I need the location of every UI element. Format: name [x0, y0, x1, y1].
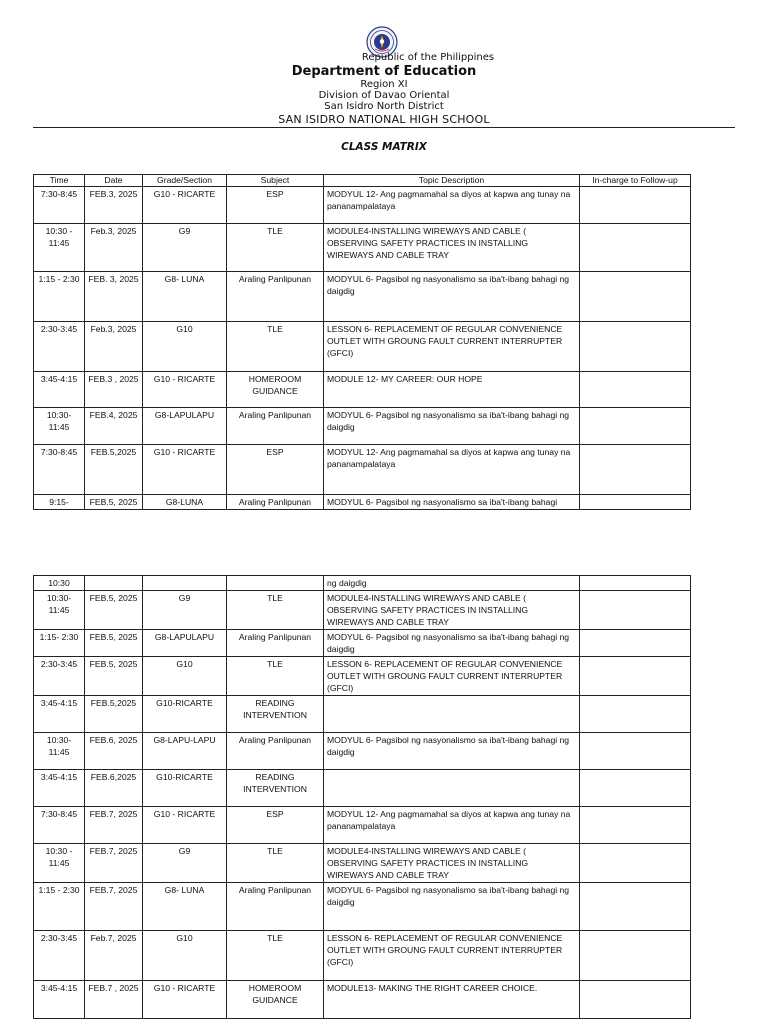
in-charge-cell — [580, 372, 691, 408]
table-body — [34, 187, 691, 510]
subject-cell: READING INTERVENTION — [227, 696, 324, 733]
table-row — [34, 770, 691, 807]
table-row — [34, 883, 691, 931]
topic-cell: MODYUL 12- Ang pagmamahal sa diyos at kapwa ang tunay na pananampalataya — [324, 187, 580, 224]
column-header-grade-section: Grade/Section — [143, 175, 227, 187]
in-charge-cell — [580, 733, 691, 770]
topic-cell: MODULE4-INSTALLING WIREWAYS AND CABLE ( OBSERVING SAFETY PRACTICES IN INSTALLING WIREWAYS AND CABLE TRAY — [324, 591, 580, 630]
grade-section-cell: G10 — [143, 931, 227, 981]
in-charge-cell — [580, 576, 691, 591]
subject-cell: Araling Panlipunan — [227, 495, 324, 510]
time-cell: 10:30- 11:45 — [34, 733, 85, 770]
time-cell: 10:30 — [34, 576, 85, 591]
grade-section-cell: G10 — [143, 657, 227, 696]
table-row — [34, 733, 691, 770]
date-cell: FEB.7, 2025 — [85, 883, 143, 931]
topic-cell: LESSON 6- REPLACEMENT OF REGULAR CONVENIENCE OUTLET WITH GROUNG FAULT CURRENT INTERRUPTER (GFCI) — [324, 322, 580, 372]
date-cell: FEB.5, 2025 — [85, 630, 143, 657]
time-cell: 2:30-3:45 — [34, 931, 85, 981]
topic-cell: MODYUL 6- Pagsibol ng nasyonalismo sa iba't-ibang bahagi ng daigdig — [324, 883, 580, 931]
class-matrix-table — [33, 174, 691, 510]
grade-section-cell: G10 - RICARTE — [143, 187, 227, 224]
grade-section-cell: G10 - RICARTE — [143, 807, 227, 844]
topic-cell: MODULE13- MAKING THE RIGHT CAREER CHOICE. — [324, 981, 580, 1019]
in-charge-cell — [580, 883, 691, 931]
grade-section-cell: G10 - RICARTE — [143, 372, 227, 408]
date-cell: Feb.7, 2025 — [85, 931, 143, 981]
topic-cell: MODULE 12- MY CAREER: OUR HOPE — [324, 372, 580, 408]
table-row — [34, 372, 691, 408]
time-cell: 7:30-8:45 — [34, 445, 85, 495]
column-header-topic: Topic Description — [324, 175, 580, 187]
subject-cell: ESP — [227, 807, 324, 844]
date-cell: FEB.5,2025 — [85, 445, 143, 495]
time-cell: 7:30-8:45 — [34, 807, 85, 844]
subject-cell — [227, 576, 324, 591]
in-charge-cell — [580, 408, 691, 445]
time-cell: 3:45-4:15 — [34, 981, 85, 1019]
subject-cell: HOMEROOM GUIDANCE — [227, 981, 324, 1019]
topic-cell: MODYUL 6- Pagsibol ng nasyonalismo sa iba't-ibang bahagi ng daigdig — [324, 408, 580, 445]
grade-section-cell: G10-RICARTE — [143, 770, 227, 807]
topic-cell: LESSON 6- REPLACEMENT OF REGULAR CONVENIENCE OUTLET WITH GROUNG FAULT CURRENT INTERRUPTER (GFCI) — [324, 931, 580, 981]
subject-cell: TLE — [227, 322, 324, 372]
date-cell: FEB.7 , 2025 — [85, 981, 143, 1019]
table-row — [34, 931, 691, 981]
subject-cell: TLE — [227, 224, 324, 272]
table-header-row — [34, 175, 691, 187]
table-row — [34, 696, 691, 733]
subject-cell: Araling Panlipunan — [227, 272, 324, 322]
table-row — [34, 576, 691, 591]
in-charge-cell — [580, 187, 691, 224]
date-cell: FEB.6, 2025 — [85, 733, 143, 770]
date-cell: FEB.7, 2025 — [85, 807, 143, 844]
grade-section-cell: G8-LAPU-LAPU — [143, 733, 227, 770]
time-cell: 2:30-3:45 — [34, 657, 85, 696]
time-cell: 10:30 - 11:45 — [34, 844, 85, 883]
date-cell: FEB.5, 2025 — [85, 591, 143, 630]
in-charge-cell — [580, 657, 691, 696]
subject-cell: TLE — [227, 931, 324, 981]
column-header-subject: Subject — [227, 175, 324, 187]
time-cell: 2:30-3:45 — [34, 322, 85, 372]
topic-cell: LESSON 6- REPLACEMENT OF REGULAR CONVENIENCE OUTLET WITH GROUNG FAULT CURRENT INTERRUPTER (GFCI) — [324, 657, 580, 696]
date-cell: FEB.4, 2025 — [85, 408, 143, 445]
subject-cell: Araling Panlipunan — [227, 408, 324, 445]
date-cell: FEB. 3, 2025 — [85, 272, 143, 322]
subject-cell: Araling Panlipunan — [227, 630, 324, 657]
subject-cell: ESP — [227, 187, 324, 224]
date-cell: FEB.3 , 2025 — [85, 372, 143, 408]
date-cell — [85, 576, 143, 591]
time-cell: 10:30- 11:45 — [34, 591, 85, 630]
topic-cell: MODYUL 6- Pagsibol ng nasyonalismo sa iba't-ibang bahagi — [324, 495, 580, 510]
time-cell: 1:15 - 2:30 — [34, 883, 85, 931]
table-row — [34, 224, 691, 272]
class-matrix-table-continued — [33, 575, 691, 1019]
in-charge-cell — [580, 272, 691, 322]
table-row — [34, 445, 691, 495]
grade-section-cell: G8-LAPULAPU — [143, 630, 227, 657]
topic-cell: MODULE4-INSTALLING WIREWAYS AND CABLE ( OBSERVING SAFETY PRACTICES IN INSTALLING WIREWAYS AND CABLE TRAY — [324, 224, 580, 272]
date-cell: FEB.5, 2025 — [85, 495, 143, 510]
in-charge-cell — [580, 224, 691, 272]
grade-section-cell: G8-LAPULAPU — [143, 408, 227, 445]
table-row — [34, 495, 691, 510]
in-charge-cell — [580, 322, 691, 372]
grade-section-cell: G10 - RICARTE — [143, 981, 227, 1019]
topic-cell: MODYUL 12- Ang pagmamahal sa diyos at kapwa ang tunay na pananampalataya — [324, 807, 580, 844]
grade-section-cell: G10 — [143, 322, 227, 372]
time-cell: 1:15- 2:30 — [34, 630, 85, 657]
topic-cell: MODYUL 6- Pagsibol ng nasyonalismo sa iba't-ibang bahagi ng daigdig — [324, 272, 580, 322]
table-row — [34, 807, 691, 844]
date-cell: FEB.7, 2025 — [85, 844, 143, 883]
time-cell: 1:15 - 2:30 — [34, 272, 85, 322]
subject-cell: Araling Panlipunan — [227, 883, 324, 931]
table-row — [34, 322, 691, 372]
grade-section-cell: G8-LUNA — [143, 495, 227, 510]
subject-cell: TLE — [227, 844, 324, 883]
column-header-time: Time — [34, 175, 85, 187]
time-cell: 3:45-4:15 — [34, 372, 85, 408]
in-charge-cell — [580, 770, 691, 807]
table-row — [34, 272, 691, 322]
time-cell: 3:45-4:15 — [34, 770, 85, 807]
in-charge-cell — [580, 844, 691, 883]
date-cell: FEB.3, 2025 — [85, 187, 143, 224]
in-charge-cell — [580, 931, 691, 981]
table-row — [34, 981, 691, 1019]
in-charge-cell — [580, 807, 691, 844]
column-header-in-charge: In-charge to Follow-up — [580, 175, 691, 187]
header-divider — [33, 127, 735, 128]
school-name: SAN ISIDRO NATIONAL HIGH SCHOOL — [278, 113, 490, 126]
grade-section-cell: G8- LUNA — [143, 272, 227, 322]
grade-section-cell: G9 — [143, 224, 227, 272]
division-line: Division of Davao Oriental — [318, 90, 450, 101]
subject-cell: TLE — [227, 591, 324, 630]
in-charge-cell — [580, 591, 691, 630]
table-row — [34, 657, 691, 696]
date-cell: FEB.6,2025 — [85, 770, 143, 807]
grade-section-cell: G10 - RICARTE — [143, 445, 227, 495]
topic-cell: MODYUL 12- Ang pagmamahal sa diyos at kapwa ang tunay na pananampalataya — [324, 445, 580, 495]
topic-cell — [324, 696, 580, 733]
department-name: Department of Education — [291, 64, 477, 79]
republic-line: Republic of the Philippines — [361, 52, 495, 63]
grade-section-cell: G9 — [143, 591, 227, 630]
time-cell: 10:30 - 11:45 — [34, 224, 85, 272]
grade-section-cell: G8- LUNA — [143, 883, 227, 931]
date-cell: FEB.5, 2025 — [85, 657, 143, 696]
time-cell: 9:15- — [34, 495, 85, 510]
topic-cell: MODULE4-INSTALLING WIREWAYS AND CABLE ( OBSERVING SAFETY PRACTICES IN INSTALLING WIREWAYS AND CABLE TRAY — [324, 844, 580, 883]
page-title: CLASS MATRIX — [341, 141, 427, 153]
in-charge-cell — [580, 630, 691, 657]
table-row — [34, 187, 691, 224]
region-line: Region XI — [360, 79, 408, 90]
district-line: San Isidro North District — [324, 101, 444, 112]
in-charge-cell — [580, 696, 691, 733]
grade-section-cell: G10-RICARTE — [143, 696, 227, 733]
topic-cell: MODYUL 6- Pagsibol ng nasyonalismo sa iba't-ibang bahagi ng daigdig — [324, 630, 580, 657]
grade-section-cell — [143, 576, 227, 591]
table-row — [34, 591, 691, 630]
subject-cell: TLE — [227, 657, 324, 696]
table-row — [34, 408, 691, 445]
in-charge-cell — [580, 495, 691, 510]
date-cell: Feb.3, 2025 — [85, 322, 143, 372]
topic-cell — [324, 770, 580, 807]
in-charge-cell — [580, 445, 691, 495]
subject-cell: HOMEROOM GUIDANCE — [227, 372, 324, 408]
topic-cell: ng daigdig — [324, 576, 580, 591]
subject-cell: READING INTERVENTION — [227, 770, 324, 807]
time-cell: 10:30- 11:45 — [34, 408, 85, 445]
in-charge-cell — [580, 981, 691, 1019]
time-cell: 7:30-8:45 — [34, 187, 85, 224]
column-header-date: Date — [85, 175, 143, 187]
date-cell: FEB.5,2025 — [85, 696, 143, 733]
subject-cell: ESP — [227, 445, 324, 495]
table-row — [34, 630, 691, 657]
grade-section-cell: G9 — [143, 844, 227, 883]
date-cell: Feb.3, 2025 — [85, 224, 143, 272]
time-cell: 3:45-4:15 — [34, 696, 85, 733]
table-body — [34, 576, 691, 1019]
subject-cell: Araling Panlipunan — [227, 733, 324, 770]
topic-cell: MODYUL 6- Pagsibol ng nasyonalismo sa iba't-ibang bahagi ng daigdig — [324, 733, 580, 770]
table-row — [34, 844, 691, 883]
